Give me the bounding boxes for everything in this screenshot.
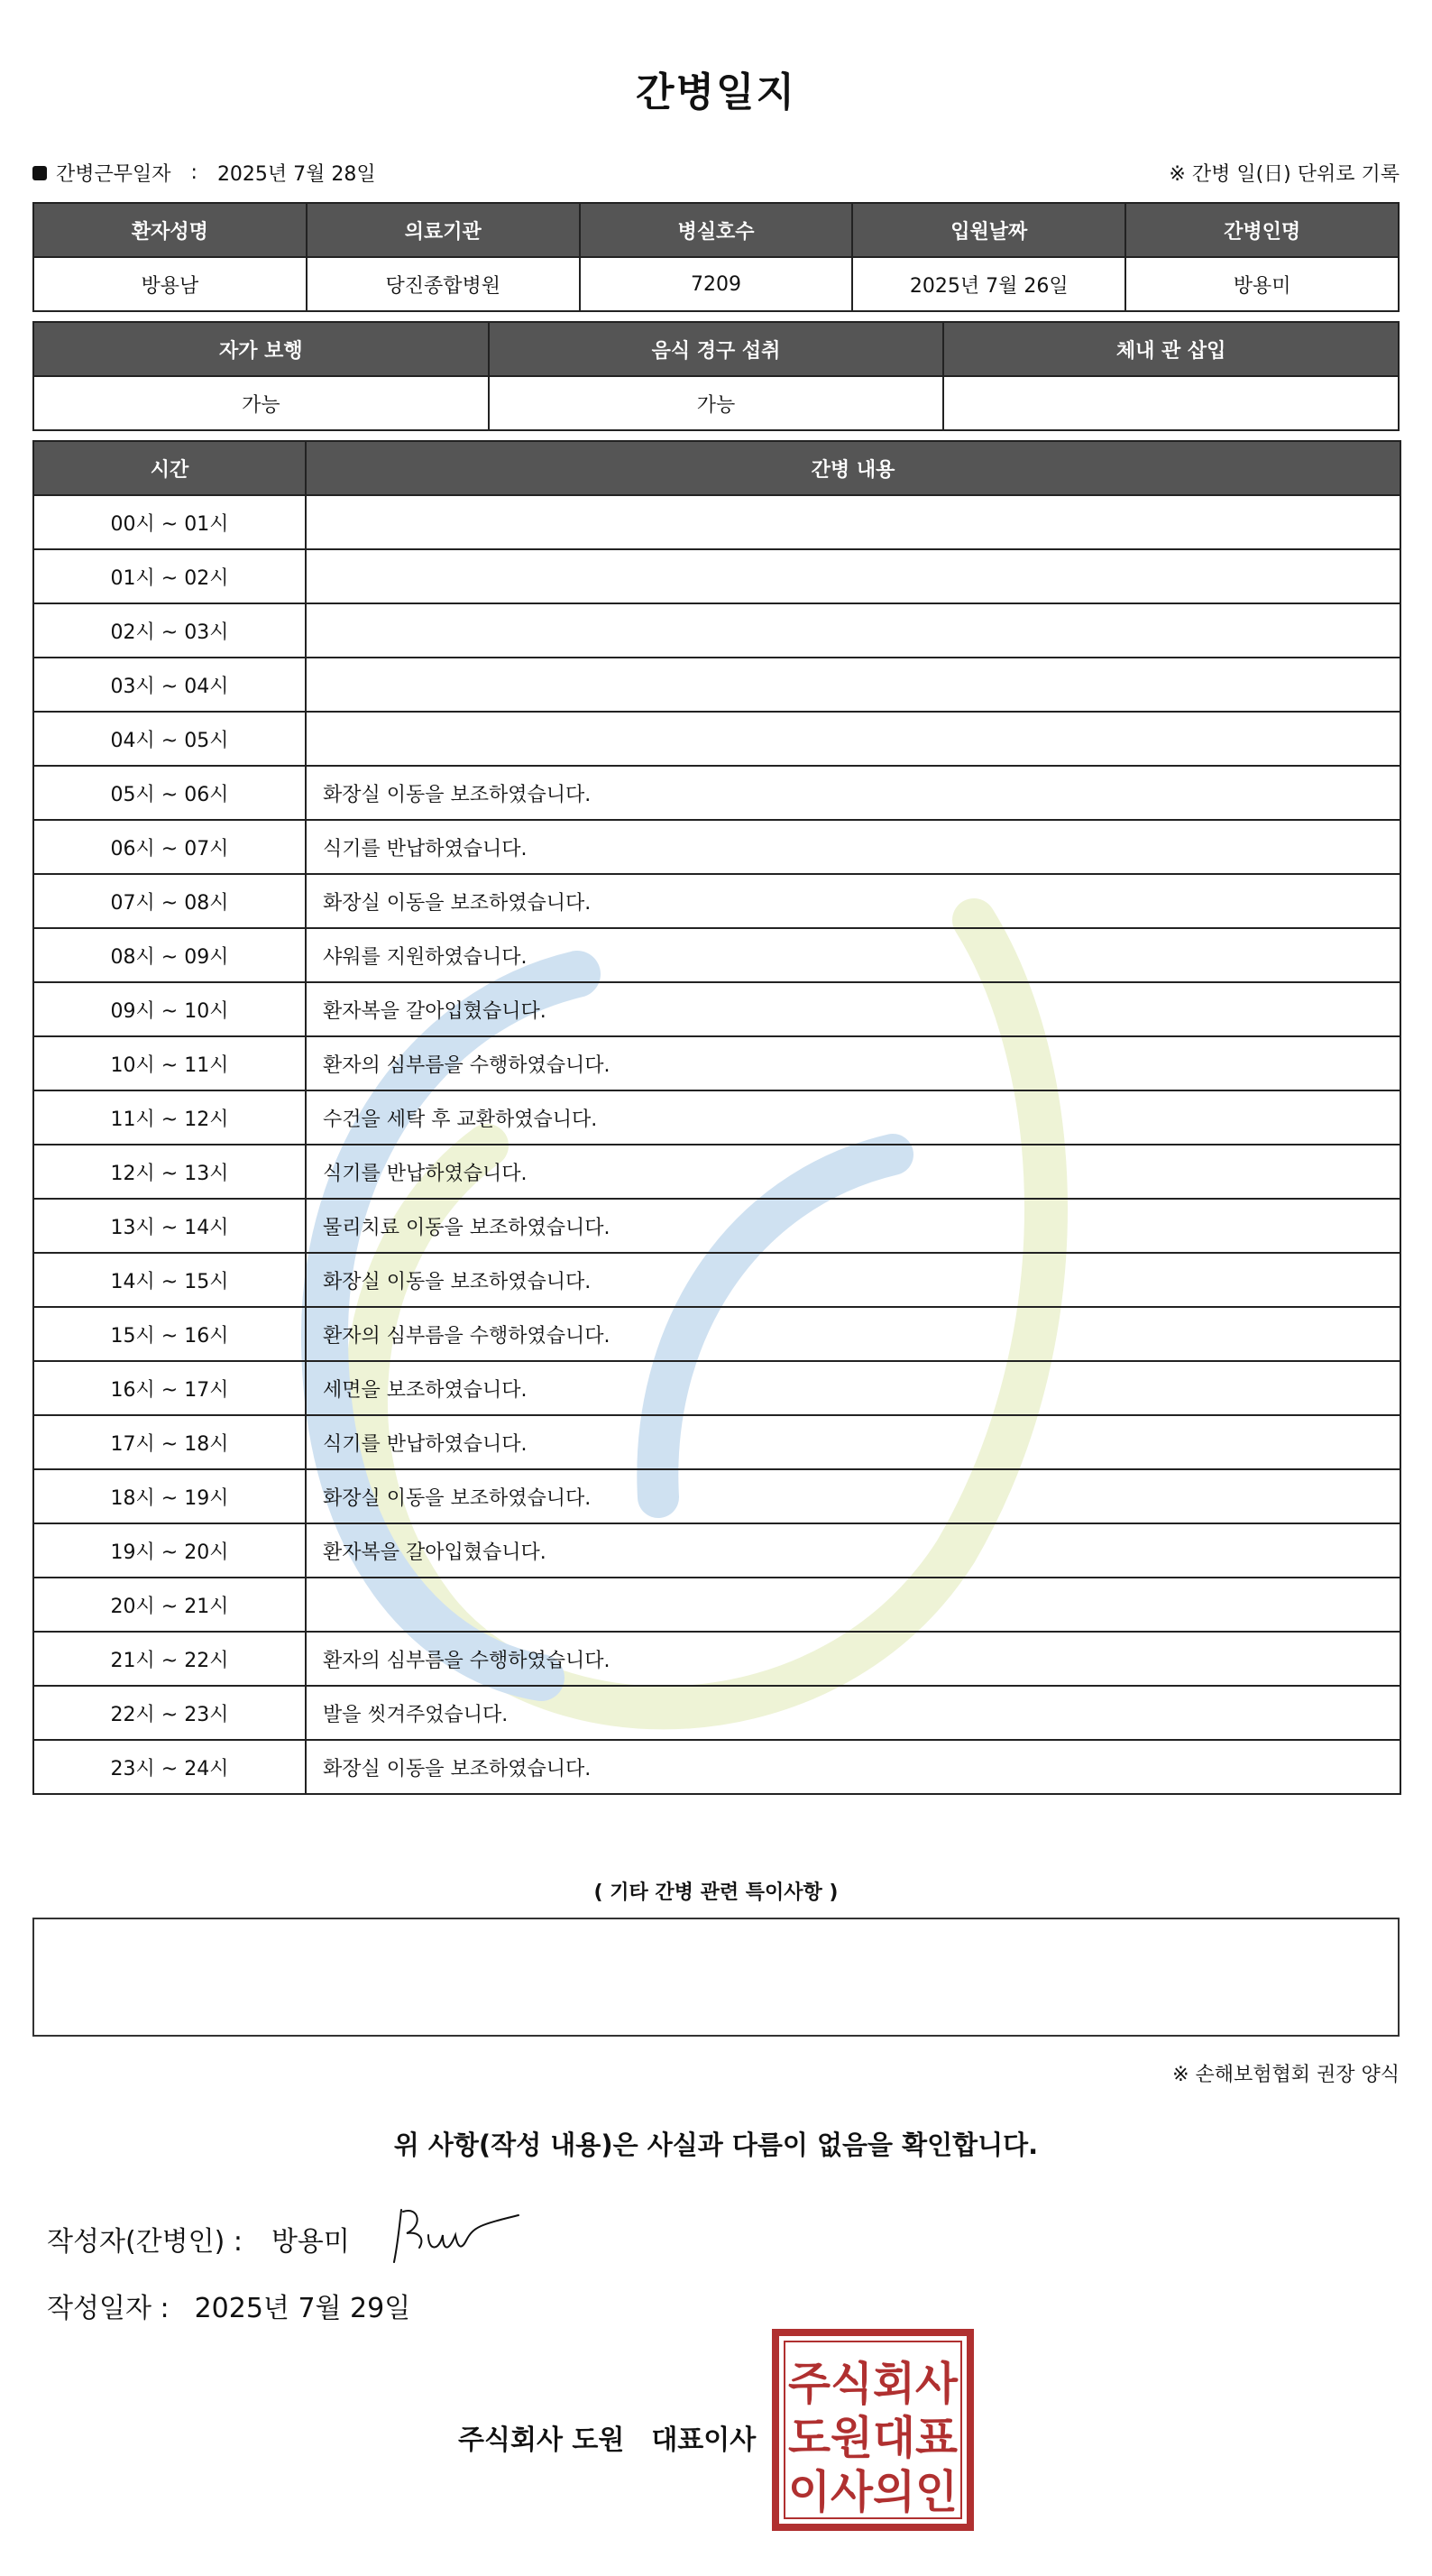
table-row [33,1307,1400,1361]
header-tube-insertion: 체내 관 삽입 [943,322,1399,376]
patient-info-value-row [33,257,1399,311]
time-slot: 16시 ~ 17시 [33,1361,306,1415]
square-bullet-icon [32,166,47,180]
written-date-label: 작성일자 : [47,2293,170,2324]
written-date-value: 2025년 7월 29일 [194,2293,411,2324]
patient-info-header-row [33,203,1399,257]
time-slot: 10시 ~ 11시 [33,1036,306,1090]
table-row [33,549,1400,603]
table-row [33,1253,1400,1307]
time-slot: 01시 ~ 02시 [33,549,306,603]
care-content: 환자복을 갈아입혔습니다. [306,1523,1400,1578]
table-row [33,1090,1400,1145]
time-slot: 08시 ~ 09시 [33,928,306,982]
care-content: 식기를 반납하였습니다. [306,820,1400,874]
care-log-header-row [33,441,1400,495]
time-slot: 22시 ~ 23시 [33,1686,306,1740]
time-slot: 18시 ~ 19시 [33,1469,306,1523]
care-content: 환자의 심부름을 수행하였습니다. [306,1307,1400,1361]
table-row [33,820,1400,874]
seal-line-1: 주식회사 [788,2358,959,2410]
care-content: 수건을 세탁 후 교환하였습니다. [306,1090,1400,1145]
care-content [306,549,1400,603]
time-slot: 17시 ~ 18시 [33,1415,306,1469]
time-slot: 21시 ~ 22시 [33,1632,306,1686]
table-row [33,1740,1400,1794]
header-self-walking: 자가 보행 [33,322,489,376]
care-content: 환자의 심부름을 수행하였습니다. [306,1036,1400,1090]
author-label: 작성자(간병인) : [47,2226,243,2258]
admission-date: 2025년 7월 26일 [852,257,1125,311]
header-caregiver: 간병인명 [1125,203,1399,257]
patient-status-table [32,321,1400,431]
author-name: 방용미 [271,2226,350,2258]
care-content: 화장실 이동을 보조하였습니다. [306,1740,1400,1794]
time-slot: 02시 ~ 03시 [33,603,306,658]
time-slot: 19시 ~ 20시 [33,1523,306,1578]
time-slot: 13시 ~ 14시 [33,1199,306,1253]
self-walking-value: 가능 [33,376,489,430]
tube-insertion-value [943,376,1399,430]
colon: : [190,161,197,184]
header-patient-name: 환자성명 [33,203,307,257]
care-content [306,603,1400,658]
table-row [33,766,1400,820]
care-content: 환자복을 갈아입혔습니다. [306,982,1400,1036]
time-slot: 06시 ~ 07시 [33,820,306,874]
table-row [33,874,1400,928]
care-content [306,712,1400,766]
work-date-value: 2025년 7월 28일 [216,163,376,186]
company-seal-icon [772,2329,974,2531]
time-slot: 14시 ~ 15시 [33,1253,306,1307]
patient-status-value-row [33,376,1399,430]
seal-line-3: 이사의인 [788,2466,958,2518]
care-content [306,658,1400,712]
header-room: 병실호수 [580,203,853,257]
table-row [33,1469,1400,1523]
time-slot: 12시 ~ 13시 [33,1145,306,1199]
table-row [33,1686,1400,1740]
work-date-label: 간병근무일자 [56,163,171,186]
company-name: 주식회사 도원 [458,2424,625,2456]
time-slot: 07시 ~ 08시 [33,874,306,928]
care-content: 화장실 이동을 보조하였습니다. [306,874,1400,928]
care-content [306,495,1400,549]
patient-status-header-row [33,322,1399,376]
table-row [33,1361,1400,1415]
care-log-table [32,440,1401,1795]
time-slot: 00시 ~ 01시 [33,495,306,549]
table-row [33,1523,1400,1578]
time-slot: 23시 ~ 24시 [33,1740,306,1794]
table-row [33,1199,1400,1253]
company-rep-title: 대표이사 [651,2424,757,2456]
care-content: 화장실 이동을 보조하였습니다. [306,766,1400,820]
care-content: 물리치료 이동을 보조하였습니다. [306,1199,1400,1253]
header-admission-date: 입원날짜 [852,203,1125,257]
care-content: 식기를 반납하였습니다. [306,1145,1400,1199]
header-oral-intake: 음식 경구 섭취 [489,322,944,376]
room-number: 7209 [580,257,853,311]
table-row [33,1632,1400,1686]
care-content: 식기를 반납하였습니다. [306,1415,1400,1469]
header-time: 시간 [33,441,306,495]
time-slot: 04시 ~ 05시 [33,712,306,766]
care-content: 화장실 이동을 보조하였습니다. [306,1469,1400,1523]
confirmation-statement: 위 사항(작성 내용)은 사실과 다름이 없음을 확인합니다. [393,2130,1039,2160]
company-row [458,2417,756,2457]
header-care-content: 간병 내용 [306,441,1400,495]
page-title: 간병일지 [635,69,796,115]
time-slot: 05시 ~ 06시 [33,766,306,820]
hospital-name: 당진종합병원 [307,257,580,311]
care-content: 발을 씻겨주었습니다. [306,1686,1400,1740]
care-content [306,1578,1400,1632]
table-row [33,495,1400,549]
signature-icon [383,2199,528,2271]
table-row [33,1578,1400,1632]
care-content: 샤워를 지원하였습니다. [306,928,1400,982]
author-row [47,2219,350,2259]
table-row [33,1145,1400,1199]
care-content: 환자의 심부름을 수행하였습니다. [306,1632,1400,1686]
table-row [33,1415,1400,1469]
care-content: 화장실 이동을 보조하였습니다. [306,1253,1400,1307]
association-note: ※ 손해보험협회 권장 양식 [1172,2064,1400,2086]
table-row [33,712,1400,766]
header-hospital: 의료기관 [307,203,580,257]
notes-box [32,1918,1400,2037]
table-row [33,603,1400,658]
table-row [33,658,1400,712]
time-slot: 15시 ~ 16시 [33,1307,306,1361]
caregiver-name: 방용미 [1125,257,1399,311]
table-row [33,928,1400,982]
care-content: 세면을 보조하였습니다. [306,1361,1400,1415]
time-slot: 20시 ~ 21시 [33,1578,306,1632]
time-slot: 09시 ~ 10시 [33,982,306,1036]
written-date-row [47,2286,410,2325]
patient-name: 방용남 [33,257,307,311]
notes-title: ( 기타 간병 관련 특이사항 ) [593,1881,839,1904]
time-slot: 03시 ~ 04시 [33,658,306,712]
time-slot: 11시 ~ 12시 [33,1090,306,1145]
table-row [33,982,1400,1036]
oral-intake-value: 가능 [489,376,944,430]
patient-info-table [32,202,1400,312]
work-date-row [32,159,376,187]
table-row [33,1036,1400,1090]
seal-line-2: 도원대표 [788,2412,959,2464]
record-unit-note: ※ 간병 일(日) 단위로 기록 [1169,163,1400,186]
